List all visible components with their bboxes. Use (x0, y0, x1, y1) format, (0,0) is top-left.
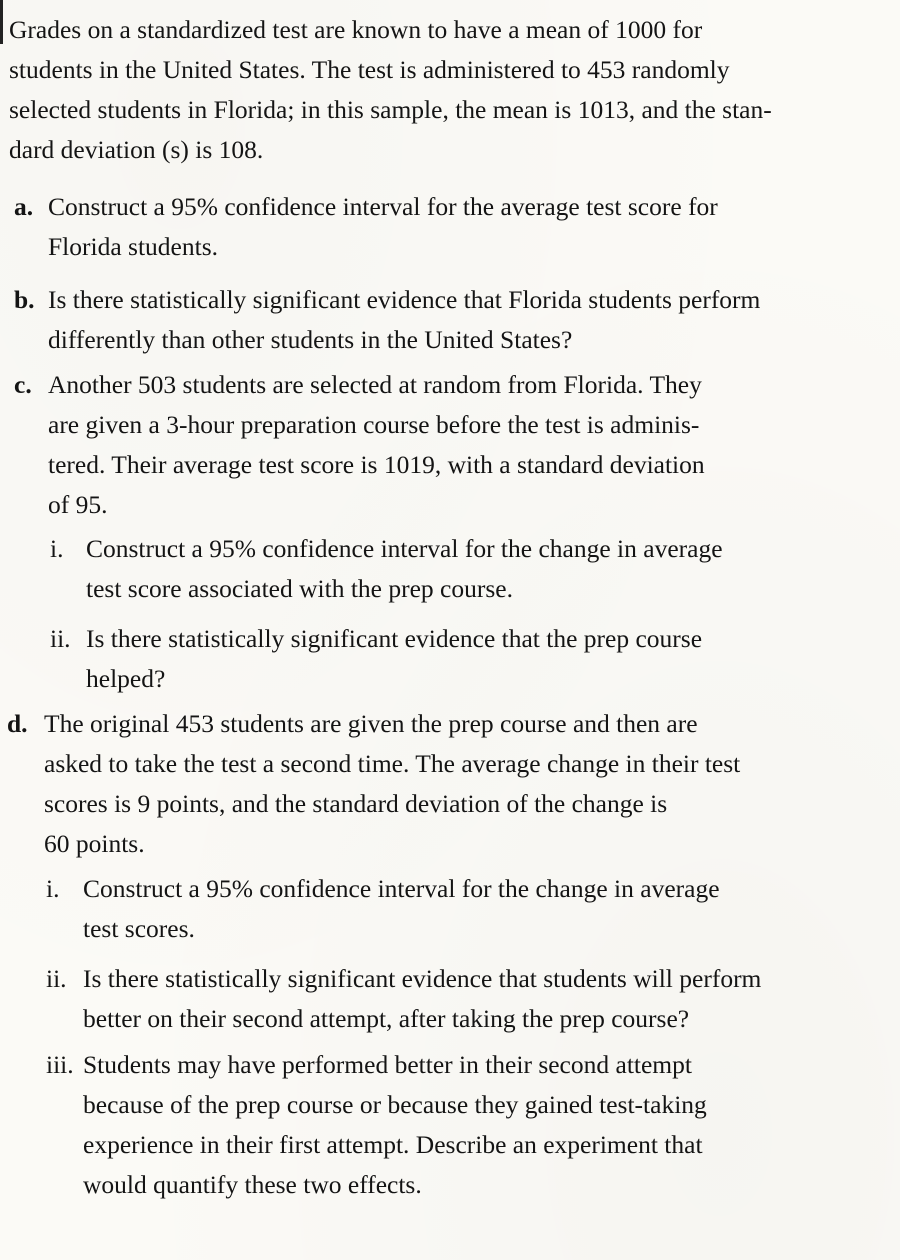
part-b-text (48, 280, 760, 360)
part-d-ii-label: ii. (46, 964, 67, 993)
part-c-i-label: i. (50, 534, 64, 563)
part-c-i-line: test score associated with the prep course. (86, 574, 513, 603)
problem-intro (9, 10, 889, 170)
part-c-text (48, 365, 705, 525)
part-d-line: 60 points. (44, 829, 145, 858)
part-c-i (50, 529, 880, 609)
part-a (14, 187, 884, 267)
intro-line: Grades on a standardized test are known to have a mean of 1000 for (9, 15, 703, 44)
part-c-line: of 95. (48, 490, 108, 519)
part-d-i-label: i. (46, 874, 60, 903)
part-d-ii-text (83, 959, 761, 1039)
part-d-ii-line: Is there statistically significant evidence that students will perform (83, 964, 762, 993)
intro-line: students in the United States. The test is administered to 453 randomly (9, 55, 730, 84)
part-d-iii-label: iii. (46, 1050, 74, 1079)
part-d-line: asked to take the test a second time. The average change in their test (44, 749, 741, 778)
part-d-ii (46, 959, 896, 1039)
part-b (14, 280, 884, 360)
part-b-line: Is there statistically significant evidence that Florida students perform (48, 285, 761, 314)
part-d-text (44, 704, 740, 864)
part-a-label: a. (14, 192, 34, 221)
part-c-i-line: Construct a 95% confidence interval for the change in average (86, 534, 723, 563)
part-d-line: The original 453 students are given the prep course and then are (44, 709, 698, 738)
page-edge-mark (0, 0, 3, 44)
part-d-ii-line: better on their second attempt, after taking the prep course? (83, 1004, 690, 1033)
part-a-text (48, 187, 718, 267)
part-d-iii-line: experience in their first attempt. Describe an experiment that (83, 1130, 703, 1159)
part-d-label: d. (7, 709, 28, 738)
part-c-line: Another 503 students are selected at random from Florida. They (48, 370, 702, 399)
part-c-label: c. (14, 370, 32, 399)
part-c-line: are given a 3-hour preparation course before the test is adminis- (48, 410, 700, 439)
part-c-ii-line: Is there statistically significant evidence that the prep course (86, 624, 703, 653)
part-c-ii-line: helped? (86, 664, 166, 693)
intro-line: dard deviation (s) is 108. (9, 135, 264, 164)
part-d-i-line: test scores. (83, 914, 195, 943)
part-b-line: differently than other students in the United States? (48, 325, 573, 354)
part-d-iii-line: Students may have performed better in their second attempt (83, 1050, 692, 1079)
part-d-iii (46, 1045, 886, 1205)
part-b-label: b. (14, 285, 35, 314)
part-d-iii-line: would quantify these two effects. (83, 1170, 422, 1199)
part-d-i-text (83, 869, 720, 949)
part-d-iii-text (83, 1045, 707, 1205)
part-a-line: Construct a 95% confidence interval for the average test score for (48, 192, 718, 221)
part-c-i-text (86, 529, 723, 609)
part-d-iii-line: because of the prep course or because they gained test-taking (83, 1090, 707, 1119)
part-c-ii-text (86, 619, 702, 699)
part-d-i (46, 869, 886, 949)
part-a-line: Florida students. (48, 232, 218, 261)
part-d-i-line: Construct a 95% confidence interval for the change in average (83, 874, 720, 903)
part-c-line: tered. Their average test score is 1019, with a standard deviation (48, 450, 705, 479)
intro-line: selected students in Florida; in this sample, the mean is 1013, and the stan- (9, 95, 772, 124)
part-c (14, 365, 884, 525)
part-c-ii (50, 619, 880, 699)
part-d-line: scores is 9 points, and the standard deviation of the change is (44, 789, 668, 818)
part-d (7, 704, 887, 864)
part-c-ii-label: ii. (50, 624, 71, 653)
